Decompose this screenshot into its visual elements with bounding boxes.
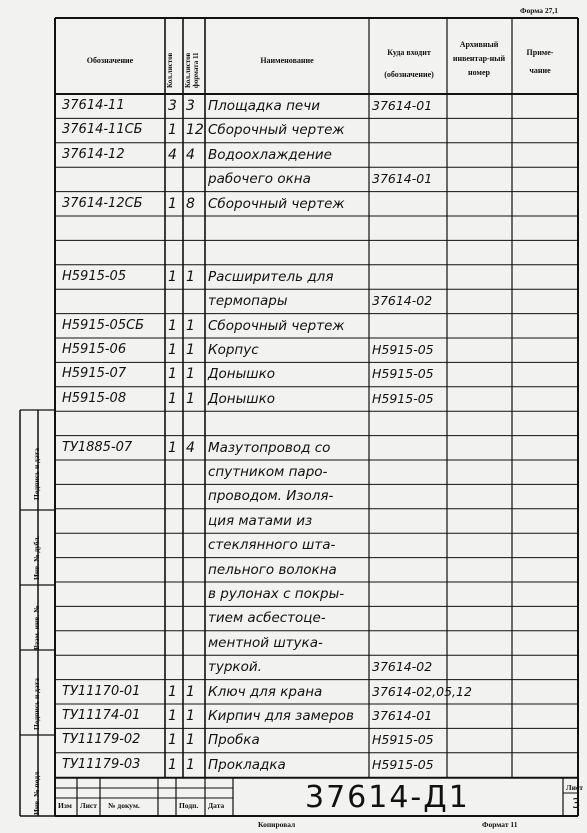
row-designation: ТУ11170-01 bbox=[62, 683, 141, 699]
row-sheet-count: 1 bbox=[168, 756, 177, 773]
col-data: Дата bbox=[208, 801, 225, 810]
row-name: Прокладка bbox=[208, 756, 286, 773]
sheet-label: Лист bbox=[566, 783, 583, 792]
side-label-vzam-inv: Взам. инв. № bbox=[32, 605, 41, 650]
row-designation: 37614-11СБ bbox=[62, 122, 143, 138]
footer-copied: Копировал bbox=[258, 820, 296, 829]
row-designation: Н5915-07 bbox=[62, 366, 127, 382]
row-sheet-format: 8 bbox=[186, 195, 195, 212]
row-name: ция матами из bbox=[208, 512, 313, 529]
col-izm: Изм bbox=[58, 801, 72, 810]
header-designation: Обозначение bbox=[86, 56, 134, 65]
row-sheet-format: 1 bbox=[186, 268, 195, 285]
row-name: Сборочный чертеж bbox=[208, 195, 345, 212]
row-name: термопары bbox=[208, 293, 288, 310]
row-sheet-format: 12 bbox=[186, 122, 204, 139]
row-sheet-count: 1 bbox=[168, 366, 177, 383]
row-sheet-format: 1 bbox=[186, 342, 195, 358]
row-where-used: 37614-02 bbox=[372, 293, 433, 309]
row-sheet-count: 4 bbox=[168, 146, 177, 163]
row-name: Кирпич для замеров bbox=[208, 708, 354, 724]
row-sheet-count: 1 bbox=[168, 268, 177, 285]
row-name: Мазутопровод со bbox=[208, 439, 331, 456]
row-designation: ТУ11179-03 bbox=[62, 756, 141, 772]
row-where-used: 37614-01 bbox=[372, 171, 433, 187]
row-where-used: Н5915-05 bbox=[372, 366, 434, 382]
row-designation: Н5915-05 bbox=[62, 268, 127, 284]
row-name: Площадка печи bbox=[208, 98, 320, 114]
row-sheet-count: 1 bbox=[168, 683, 177, 700]
row-where-used: Н5915-05 bbox=[372, 342, 434, 357]
row-name: Донышко bbox=[208, 366, 276, 383]
row-designation: ТУ11179-02 bbox=[62, 732, 141, 748]
header-where-used: Куда входит (обозначение) bbox=[384, 48, 434, 79]
row-name: Сборочный чертеж bbox=[208, 122, 345, 139]
row-sheet-count: 1 bbox=[168, 732, 177, 749]
row-sheet-format: 1 bbox=[186, 683, 195, 700]
row-designation: ТУ11174-01 bbox=[62, 708, 141, 723]
header-name: Наименование bbox=[260, 56, 314, 65]
row-name: Сборочный чертеж bbox=[208, 317, 345, 334]
document-number: 37614-Д1 bbox=[305, 780, 470, 815]
row-sheet-format: 1 bbox=[186, 708, 195, 724]
row-name: тием асбестоце- bbox=[208, 610, 326, 627]
row-name: спутником паро- bbox=[208, 464, 328, 480]
row-sheet-count: 1 bbox=[168, 317, 177, 334]
header-archive: Архивный инвентар-ный номер bbox=[452, 40, 506, 77]
row-sheet-format: 4 bbox=[186, 146, 195, 163]
col-podp: Подп. bbox=[179, 801, 199, 810]
header-sheets-format: Кол.листов формата 11 bbox=[184, 52, 200, 88]
row-designation: Н5915-05СБ bbox=[62, 317, 145, 333]
row-name: рабочего окна bbox=[208, 171, 311, 188]
side-label-sign-date: Подпись и дата bbox=[32, 447, 41, 500]
row-where-used: 37614-01 bbox=[372, 98, 433, 113]
row-designation: 37614-11 bbox=[62, 98, 125, 113]
col-list: Лист bbox=[80, 801, 97, 810]
row-sheet-count: 1 bbox=[168, 342, 177, 358]
row-name: Донышко bbox=[208, 390, 276, 407]
row-name: пельного волокна bbox=[208, 561, 337, 578]
row-name: Расширитель для bbox=[208, 268, 334, 285]
row-name: Водоохлаждение bbox=[208, 146, 332, 163]
header-sheets-count: Кол.листов bbox=[166, 52, 174, 88]
row-name: Пробка bbox=[208, 732, 260, 749]
row-designation: 37614-12СБ bbox=[62, 195, 143, 211]
row-where-used: 37614-02 bbox=[372, 659, 433, 675]
row-name: туркой. bbox=[208, 659, 262, 676]
row-name: ментной штука- bbox=[208, 634, 323, 651]
row-sheet-format: 1 bbox=[186, 317, 195, 334]
row-designation: 37614-12 bbox=[62, 146, 125, 162]
form-label: Форма 27,1 bbox=[520, 6, 559, 15]
row-where-used: Н5915-05 bbox=[372, 390, 434, 406]
row-where-used: 37614-02,05,12 bbox=[372, 683, 472, 699]
row-sheet-count: 1 bbox=[168, 439, 177, 456]
row-sheet-format: 4 bbox=[186, 439, 195, 456]
col-ndoc: № докум. bbox=[108, 801, 140, 810]
row-where-used: Н5915-05 bbox=[372, 732, 434, 748]
row-designation: Н5915-06 bbox=[62, 342, 127, 357]
side-label-sign-date-2: Подпись и дата bbox=[32, 677, 41, 730]
row-sheet-count: 1 bbox=[168, 390, 177, 407]
row-designation: Н5915-08 bbox=[62, 390, 127, 406]
row-sheet-format: 1 bbox=[186, 756, 195, 773]
row-designation: ТУ1885-07 bbox=[62, 439, 133, 455]
row-name: проводом. Изоля- bbox=[208, 488, 334, 505]
row-sheet-format: 1 bbox=[186, 366, 195, 383]
row-name: в рулонах с покры- bbox=[208, 586, 345, 602]
row-name: Ключ для крана bbox=[208, 683, 323, 700]
side-label-inv-dub: Инв. № дубл. bbox=[32, 535, 41, 580]
row-sheet-count: 1 bbox=[168, 708, 177, 724]
row-where-used: 37614-01 bbox=[372, 708, 433, 723]
header-note: Приме-чание bbox=[526, 48, 554, 75]
side-label-inv-orig: Инв. № подл. bbox=[32, 769, 41, 815]
row-sheet-count: 1 bbox=[168, 122, 177, 139]
row-sheet-format: 3 bbox=[186, 98, 195, 114]
row-name: стеклянного шта- bbox=[208, 537, 336, 554]
row-sheet-format: 1 bbox=[186, 732, 195, 749]
row-sheet-count: 3 bbox=[168, 98, 177, 114]
row-sheet-format: 1 bbox=[186, 390, 195, 407]
row-where-used: Н5915-05 bbox=[372, 756, 434, 772]
row-name: Корпус bbox=[208, 342, 259, 358]
row-sheet-count: 1 bbox=[168, 195, 177, 212]
footer-format: Формат 11 bbox=[482, 820, 518, 829]
sheet-number: 3 bbox=[572, 797, 581, 812]
